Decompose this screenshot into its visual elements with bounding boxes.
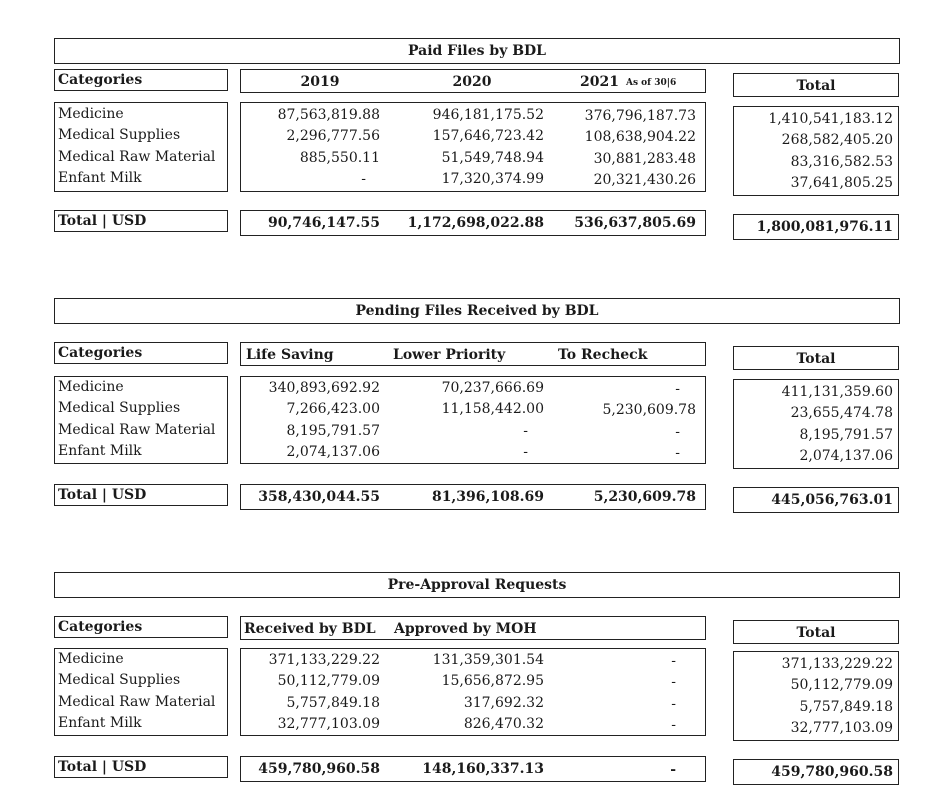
preapproval-totals-total: 459,780,960.58 bbox=[771, 764, 893, 780]
pending-total-header: Total bbox=[796, 351, 836, 367]
paid-2019-value: 87,563,819.88 bbox=[277, 107, 380, 123]
paid-header-2021: 2021 bbox=[580, 74, 619, 90]
paid-total-header: Total bbox=[796, 78, 836, 94]
pending-row-label: Medicine bbox=[58, 379, 124, 395]
pending-totals-lower-priority: 81,396,108.69 bbox=[431, 489, 544, 505]
preapproval-row-label: Medical Supplies bbox=[58, 672, 181, 688]
paid-row-label: Enfant Milk bbox=[58, 170, 142, 186]
paid-total-value: 1,410,541,183.12 bbox=[768, 111, 893, 127]
pending-totals-to-recheck: 5,230,609.78 bbox=[593, 489, 696, 505]
paid-2020-value: 946,181,175.52 bbox=[432, 107, 544, 123]
paid-2020-value: 51,549,748.94 bbox=[441, 150, 544, 166]
preapproval-totals-label: Total | USD bbox=[58, 759, 147, 775]
pending-categories-header: Categories bbox=[58, 345, 143, 361]
pending-total-value: 411,131,359.60 bbox=[781, 384, 893, 400]
pending-lower-priority-value: 70,237,666.69 bbox=[441, 380, 544, 396]
pending-header-lower-priority: Lower Priority bbox=[393, 347, 506, 363]
preapproval-header-received: Received by BDL bbox=[244, 621, 376, 637]
paid-total-value: 37,641,805.25 bbox=[790, 175, 893, 191]
preapproval-totals-received: 459,780,960.58 bbox=[258, 761, 380, 777]
preapproval-total-value: 50,112,779.09 bbox=[790, 677, 893, 693]
paid-total-value: 83,316,582.53 bbox=[790, 154, 893, 170]
preapproval-received-value: 371,133,229.22 bbox=[268, 652, 380, 668]
paid-totals-total: 1,800,081,976.11 bbox=[756, 219, 893, 235]
paid-totals-label: Total | USD bbox=[58, 213, 147, 229]
pending-life-saving-value: 7,266,423.00 bbox=[286, 401, 380, 417]
paid-2019-value: 885,550.11 bbox=[299, 150, 380, 166]
paid-totals-2020: 1,172,698,022.88 bbox=[407, 215, 544, 231]
preapproval-approved-value: 826,470.32 bbox=[463, 716, 544, 732]
paid-categories-header: Categories bbox=[58, 72, 143, 88]
paid-2021-value: 376,796,187.73 bbox=[584, 108, 696, 124]
paid-2019-value: 2,296,777.56 bbox=[286, 128, 380, 144]
pending-row-label: Medical Raw Material bbox=[58, 422, 216, 438]
pending-totals-label: Total | USD bbox=[58, 487, 147, 503]
pending-lower-priority-value: 11,158,442.00 bbox=[441, 401, 544, 417]
pending-to-recheck-value: - bbox=[675, 424, 680, 440]
preapproval-total-value: 371,133,229.22 bbox=[781, 656, 893, 672]
preapproval-received-value: 32,777,103.09 bbox=[277, 716, 380, 732]
pending-totals-total: 445,056,763.01 bbox=[771, 492, 893, 508]
preapproval-total-value: 5,757,849.18 bbox=[799, 699, 893, 715]
preapproval-total-header: Total bbox=[796, 625, 836, 641]
paid-totals-2021: 536,637,805.69 bbox=[574, 215, 696, 231]
pending-totals-life-saving: 358,430,044.55 bbox=[258, 489, 380, 505]
paid-2020-value: 157,646,723.42 bbox=[432, 128, 544, 144]
pending-life-saving-value: 8,195,791.57 bbox=[286, 423, 380, 439]
paid-2020-value: 17,320,374.99 bbox=[441, 171, 544, 187]
preapproval-totals-approved: 148,160,337.13 bbox=[422, 761, 544, 777]
pending-lower-priority-value: - bbox=[523, 423, 528, 439]
preapproval-third-value: - bbox=[671, 696, 676, 712]
pending-total-value: 23,655,474.78 bbox=[790, 405, 893, 421]
pending-total-value: 8,195,791.57 bbox=[799, 427, 893, 443]
pending-title: Pending Files Received by BDL bbox=[355, 303, 599, 319]
preapproval-row-label: Medicine bbox=[58, 651, 124, 667]
preapproval-approved-value: 15,656,872.95 bbox=[441, 673, 544, 689]
paid-header-2021-note: As of 30|6 bbox=[626, 78, 677, 88]
preapproval-title: Pre-Approval Requests bbox=[387, 577, 567, 593]
preapproval-categories-header: Categories bbox=[58, 619, 143, 635]
preapproval-received-value: 50,112,779.09 bbox=[277, 673, 380, 689]
paid-row-label: Medical Supplies bbox=[58, 127, 181, 143]
preapproval-received-value: 5,757,849.18 bbox=[286, 695, 380, 711]
preapproval-total-value: 32,777,103.09 bbox=[790, 720, 893, 736]
paid-total-value: 268,582,405.20 bbox=[781, 132, 893, 148]
preapproval-row-label: Enfant Milk bbox=[58, 715, 142, 731]
pending-header-to-recheck: To Recheck bbox=[558, 347, 648, 363]
paid-2021-value: 108,638,904.22 bbox=[584, 129, 696, 145]
paid-header-2019: 2019 bbox=[300, 74, 340, 90]
preapproval-third-value: - bbox=[671, 674, 676, 690]
preapproval-header-approved: Approved by MOH bbox=[394, 621, 537, 637]
pending-row-label: Medical Supplies bbox=[58, 400, 181, 416]
pending-row-label: Enfant Milk bbox=[58, 443, 142, 459]
preapproval-approved-value: 317,692.32 bbox=[463, 695, 544, 711]
paid-2019-value: - bbox=[361, 171, 366, 187]
preapproval-third-value: - bbox=[671, 653, 676, 669]
pending-lower-priority-value: - bbox=[523, 444, 528, 460]
paid-header-2020: 2020 bbox=[452, 74, 492, 90]
pending-life-saving-value: 2,074,137.06 bbox=[286, 444, 380, 460]
paid-title: Paid Files by BDL bbox=[407, 43, 547, 59]
paid-totals-2019: 90,746,147.55 bbox=[267, 215, 380, 231]
pending-to-recheck-value: - bbox=[675, 381, 680, 397]
paid-row-label: Medical Raw Material bbox=[58, 149, 216, 165]
preapproval-row-label: Medical Raw Material bbox=[58, 694, 216, 710]
preapproval-third-value: - bbox=[671, 717, 676, 733]
pending-life-saving-value: 340,893,692.92 bbox=[268, 380, 380, 396]
paid-row-label: Medicine bbox=[58, 106, 124, 122]
pending-to-recheck-value: 5,230,609.78 bbox=[602, 402, 696, 418]
pending-to-recheck-value: - bbox=[675, 445, 680, 461]
paid-2021-value: 20,321,430.26 bbox=[593, 172, 696, 188]
paid-2021-value: 30,881,283.48 bbox=[593, 151, 696, 167]
preapproval-totals-third: - bbox=[670, 762, 676, 778]
pending-total-value: 2,074,137.06 bbox=[799, 448, 893, 464]
pending-header-life-saving: Life Saving bbox=[246, 347, 334, 363]
preapproval-approved-value: 131,359,301.54 bbox=[432, 652, 544, 668]
